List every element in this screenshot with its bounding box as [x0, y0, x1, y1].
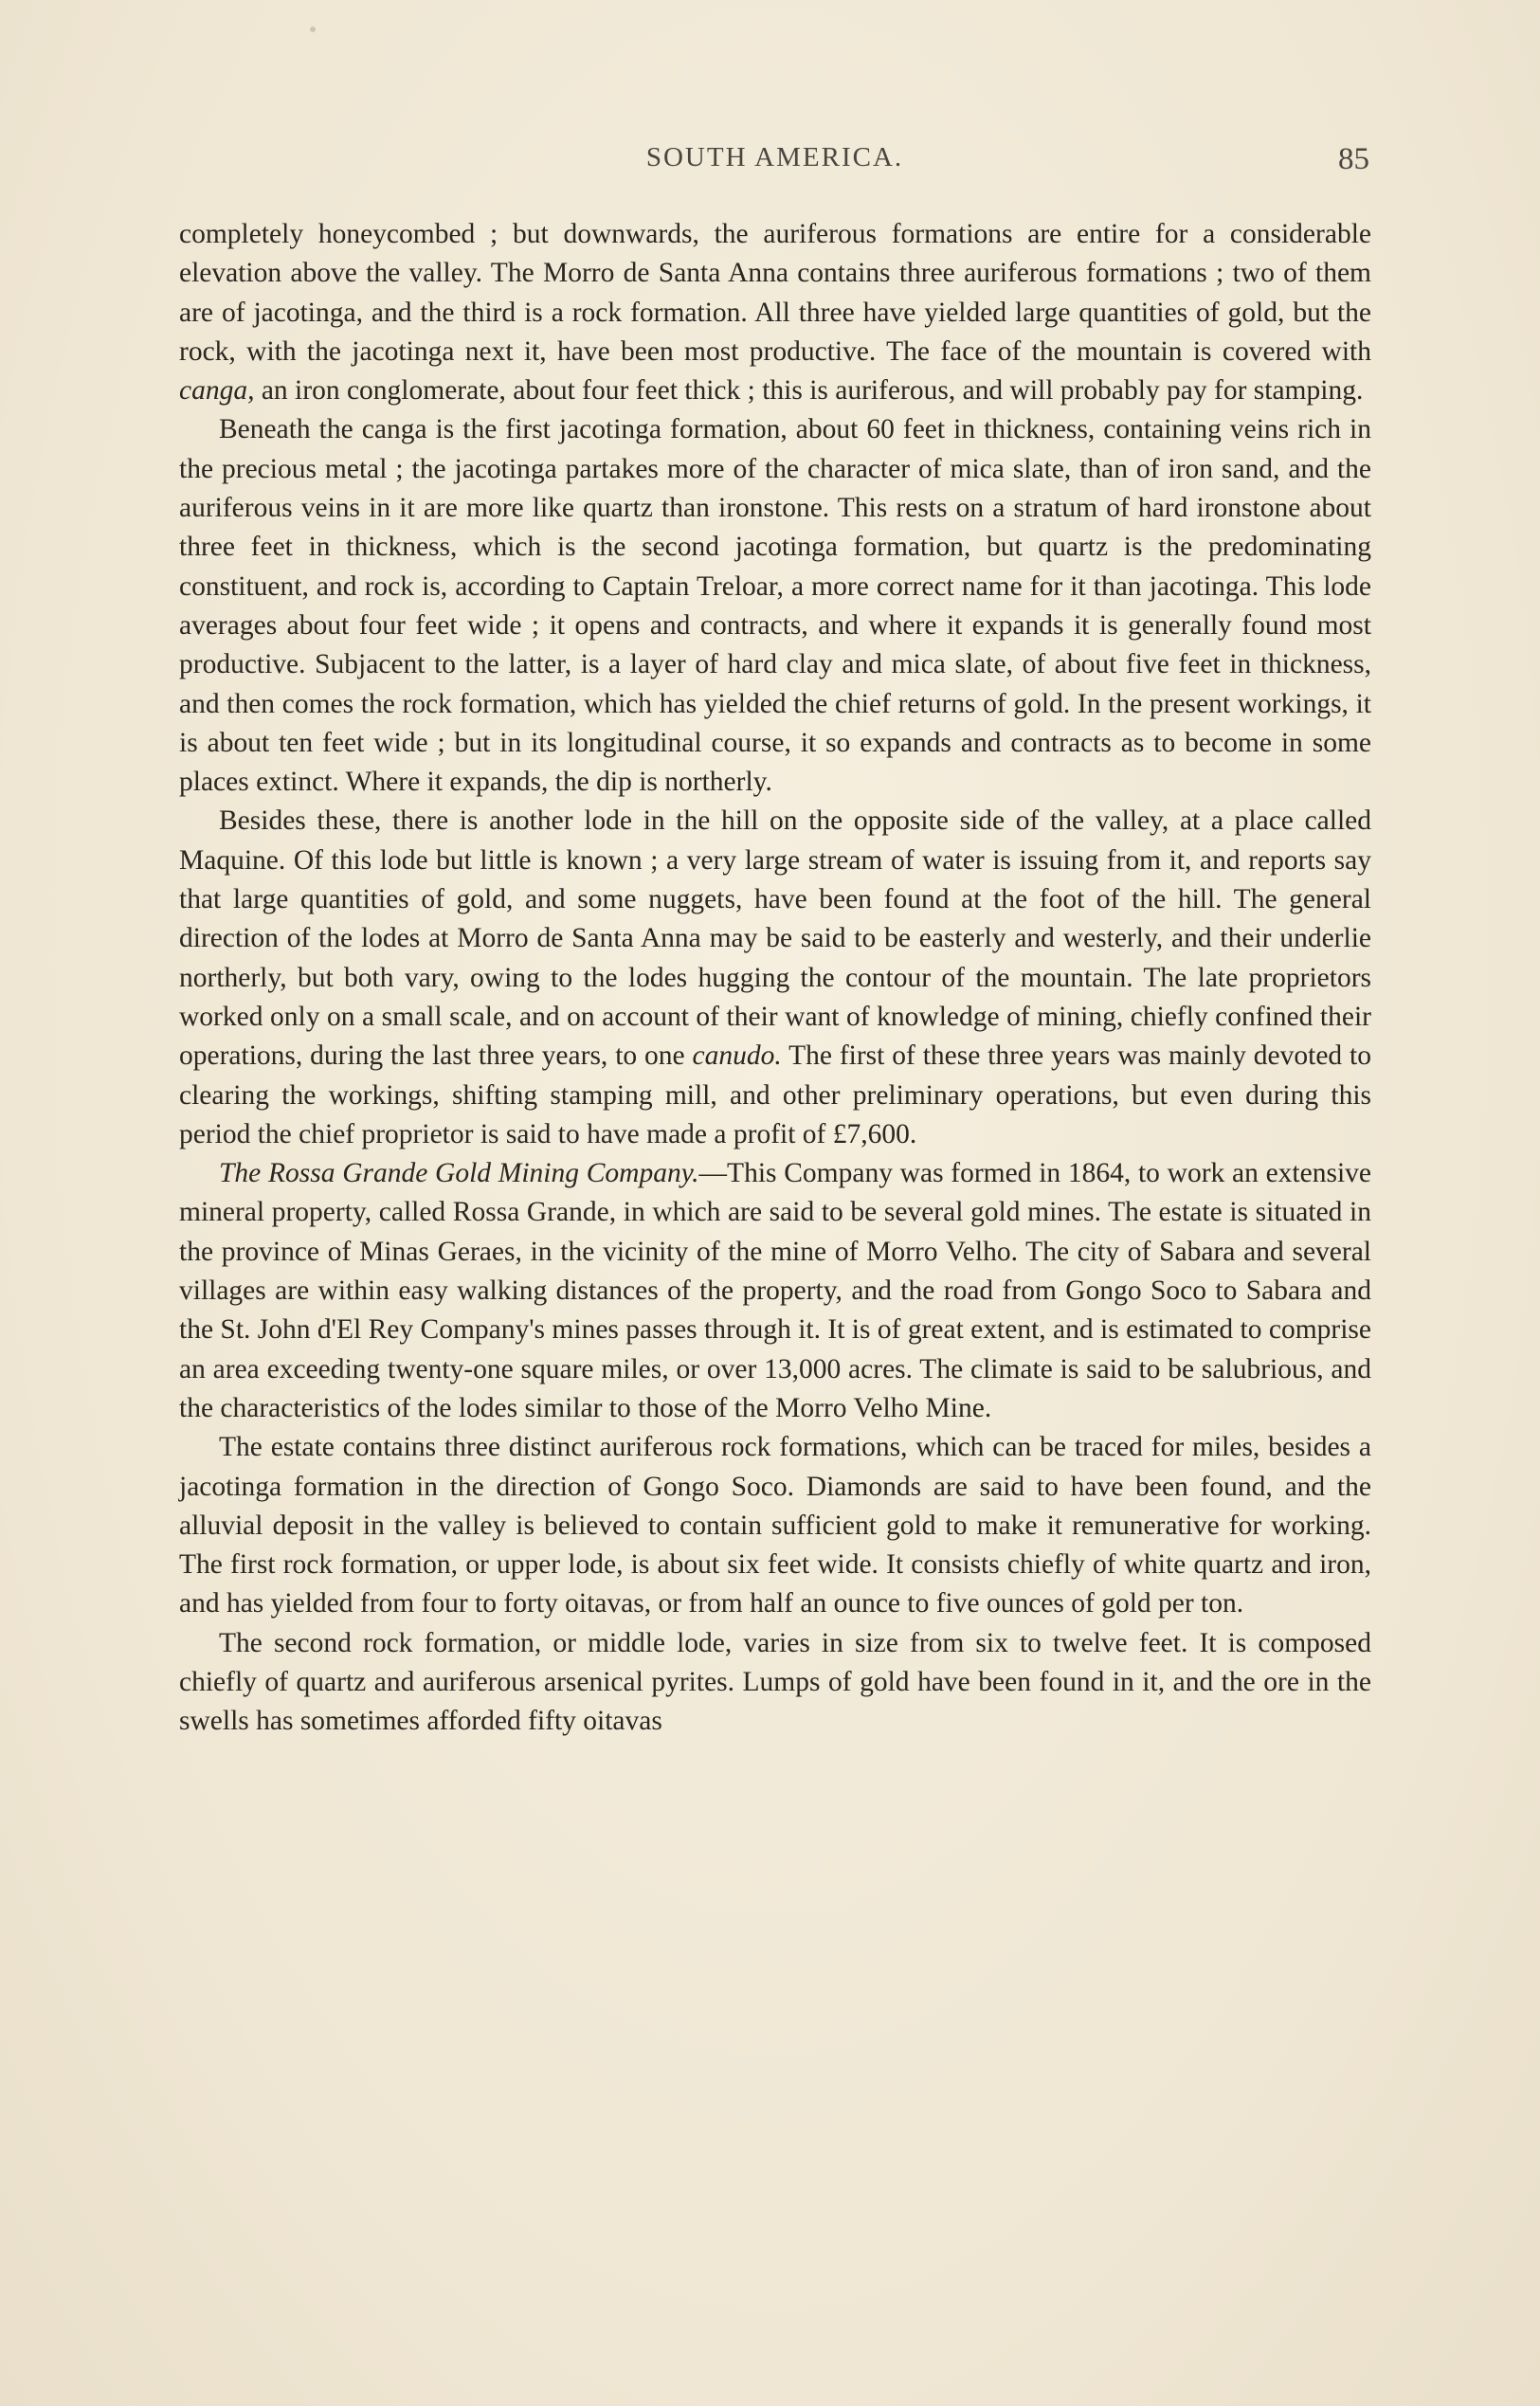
- section-heading-rossa-grande: The Rossa Grande Gold Mining Company.: [219, 1158, 699, 1189]
- paragraph-2: [179, 410, 1371, 802]
- paragraph-3-italic: canudo.: [692, 1040, 782, 1072]
- paragraph-3-text-cont: The first of these three years was mainly devoted to clearing the workings, shifting stamping mill, and other preliminary operations, but even during this period the chief proprietor is said to have made a profit of £7,600.: [179, 1040, 1371, 1149]
- paper-blemish: [310, 27, 316, 32]
- running-title: SOUTH AMERICA.: [645, 142, 904, 172]
- paragraph-1-italic: canga,: [179, 375, 255, 407]
- page-number: 85: [1338, 142, 1369, 176]
- paragraph-4: [179, 1154, 1371, 1428]
- paragraph-4-text: —This Company was formed in 1864, to work an extensive mineral property, called Rossa Grande, in which are said to be several gold mines. The estate is situated in the province of Minas Geraes, in the vicinity of the mine of Morro Velho. The city of Sabara and several villages are within easy walking distances of the property, and the road from Gongo Soco to Sabara and the St. John d'El Rey Company's mines passes through it. It is of great extent, and is estimated to comprise an area exceeding twenty-one square miles, or over 13,000 acres. The climate is said to be salubrious, and the characteristics of the lodes similar to those of the Morro Velho Mine.: [179, 1158, 1371, 1423]
- paragraph-2-text: Beneath the canga is the first jacotinga formation, about 60 feet in thickness, containing veins rich in the precious metal ; the jacotinga partakes more of the character of mica slate, than of iron sand, and the auriferous veins in it are more like quartz than ironstone. This rests on a stratum of hard ironstone about three feet in thickness, which is the second jacotinga formation, but quartz is the predominating constituent, and rock is, according to Captain Treloar, a more correct name for it than jacotinga. This lode averages about four feet wide ; it opens and contracts, and where it expands it is generally found most productive. Subjacent to the latter, is a layer of hard clay and mica slate, of about five feet in thickness, and then comes the rock formation, which has yielded the chief returns of gold. In the present workings, it is about ten feet wide ; but in its longitudinal course, it so expands and contracts as to become in some places extinct. Where it expands, the dip is northerly.: [179, 414, 1371, 798]
- paragraph-1: [179, 215, 1371, 410]
- body-text: [179, 215, 1371, 1742]
- running-header: [180, 142, 1369, 180]
- paragraph-6: [179, 1624, 1371, 1742]
- paragraph-5: [179, 1428, 1371, 1623]
- paragraph-5-text: The estate contains three distinct auriferous rock formations, which can be traced for miles, besides a jacotinga formation in the direction of Gongo Soco. Diamonds are said to have been found, and the alluvial deposit in the valley is believed to contain sufficient gold to make it remunerative for working. The first rock formation, or upper lode, is about six feet wide. It consists chiefly of white quartz and iron, and has yielded from four to forty oitavas, or from half an ounce to five ounces of gold per ton.: [179, 1432, 1371, 1619]
- paragraph-6-text: The second rock formation, or middle lode, varies in size from six to twelve feet. It is composed chiefly of quartz and auriferous arsenical pyrites. Lumps of gold have been found in it, and the ore in the swells has sometimes afforded fifty oitavas: [179, 1627, 1371, 1737]
- paragraph-3: [179, 802, 1371, 1154]
- paragraph-1-text-cont: an iron conglomerate, about four feet thick ; this is auriferous, and will probably pay for stamping.: [254, 375, 1364, 407]
- paragraph-1-text: completely honeycombed ; but downwards, the auriferous formations are entire for a considerable elevation above the valley. The Morro de Santa Anna contains three auriferous formations ; two of them are of jacotinga, and the third is a rock formation. All three have yielded large quantities of gold, but the rock, with the jacotinga next it, have been most productive. The face of the mountain is covered with: [179, 219, 1371, 367]
- paragraph-3-text: Besides these, there is another lode in the hill on the opposite side of the valley, at a place called Maquine. Of this lode but little is known ; a very large stream of water is issuing from it, and reports say that large quantities of gold, and some nuggets, have been found at the foot of the hill. The general direction of the lodes at Morro de Santa Anna may be said to be easterly and westerly, and their underlie northerly, but both vary, owing to the lodes hugging the contour of the mountain. The late proprietors worked only on a small scale, and on account of their want of knowledge of mining, chiefly confined their operations, during the last three years, to one: [179, 805, 1371, 1072]
